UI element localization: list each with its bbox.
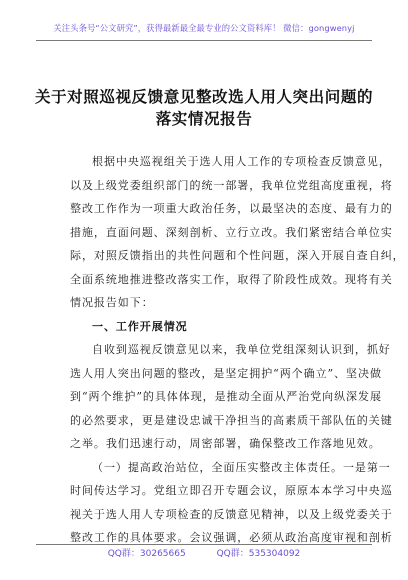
title-line-1: 关于对照巡视反馈意见整改选人用人突出问题的 [34,88,374,106]
footer-contact [0,546,408,559]
section1-line: 的必然要求，更是建设忠诚干净担当的高素质干部队伍的关键 [70,413,393,427]
qq-group-1: QQ群：30265665 [107,549,186,559]
intro-paragraph [70,150,405,315]
header-divider [36,40,372,41]
section1-line: 选人用人突出问题的整改，是坚定拥护“两个确立”、坚决做 [70,366,382,380]
subsection1-line: 整改工作的具体要求。会议强调，必须从政治高度审视和剖析 [70,531,393,544]
document-title [20,86,388,130]
section1-line: 之举。我们迅速行动，周密部署，确保整改工作落地见效。 [70,437,381,450]
intro-line: 根据中央巡视组关于选人用人工作的专项检查反馈意见， [92,155,391,168]
intro-line: 情况报告如下： [70,296,154,309]
intro-line: 整改工作作为一项重大政治任务，以最坚决的态度、最有力的 [70,202,393,215]
section1-line: 自收到巡视反馈意见以来，我单位党组深刻认识到，抓好 [92,343,391,356]
intro-line: 以及上级党委组织部门的统一部署，我单位党组高度重视，将 [70,178,393,192]
section1-paragraph [70,338,393,456]
section1-line: 到“两个维护”的具体体现，是推动全面从严治党向纵深发展 [70,390,382,403]
document-body [70,150,405,550]
subsection1-line: （一）提高政治站位，全面压实整改主体责任。一是第一 [92,460,391,474]
intro-line: 措施，直面问题、深刻剖析、立行立改。我们紧密结合单位实 [70,225,393,239]
intro-line: 全面系统地推进整改落实工作，取得了阶段性成效。现将有关 [70,272,393,286]
section-heading: 一、工作开展情况 [92,319,188,333]
title-line-2: 落实情况报告 [155,110,253,128]
intro-line: 际，对照反馈指出的共性问题和个性问题，深入开展自查自纠， [70,249,405,262]
subsection1-line: 视关于选人用人专项检查的反馈意见精神，以及上级党委关于 [70,507,393,521]
header-banner: 关注头条号“公文研究”，获得最新最全最专业的公文资料库！ 微信：gongwenyj [53,23,355,33]
footer-divider [36,544,372,545]
subsection1-paragraph [70,456,393,550]
subsection1-line: 时间传达学习。党组立即召开专题会议，原原本本学习中央巡 [70,484,393,497]
qq-group-2: QQ群：535304092 [216,549,301,559]
